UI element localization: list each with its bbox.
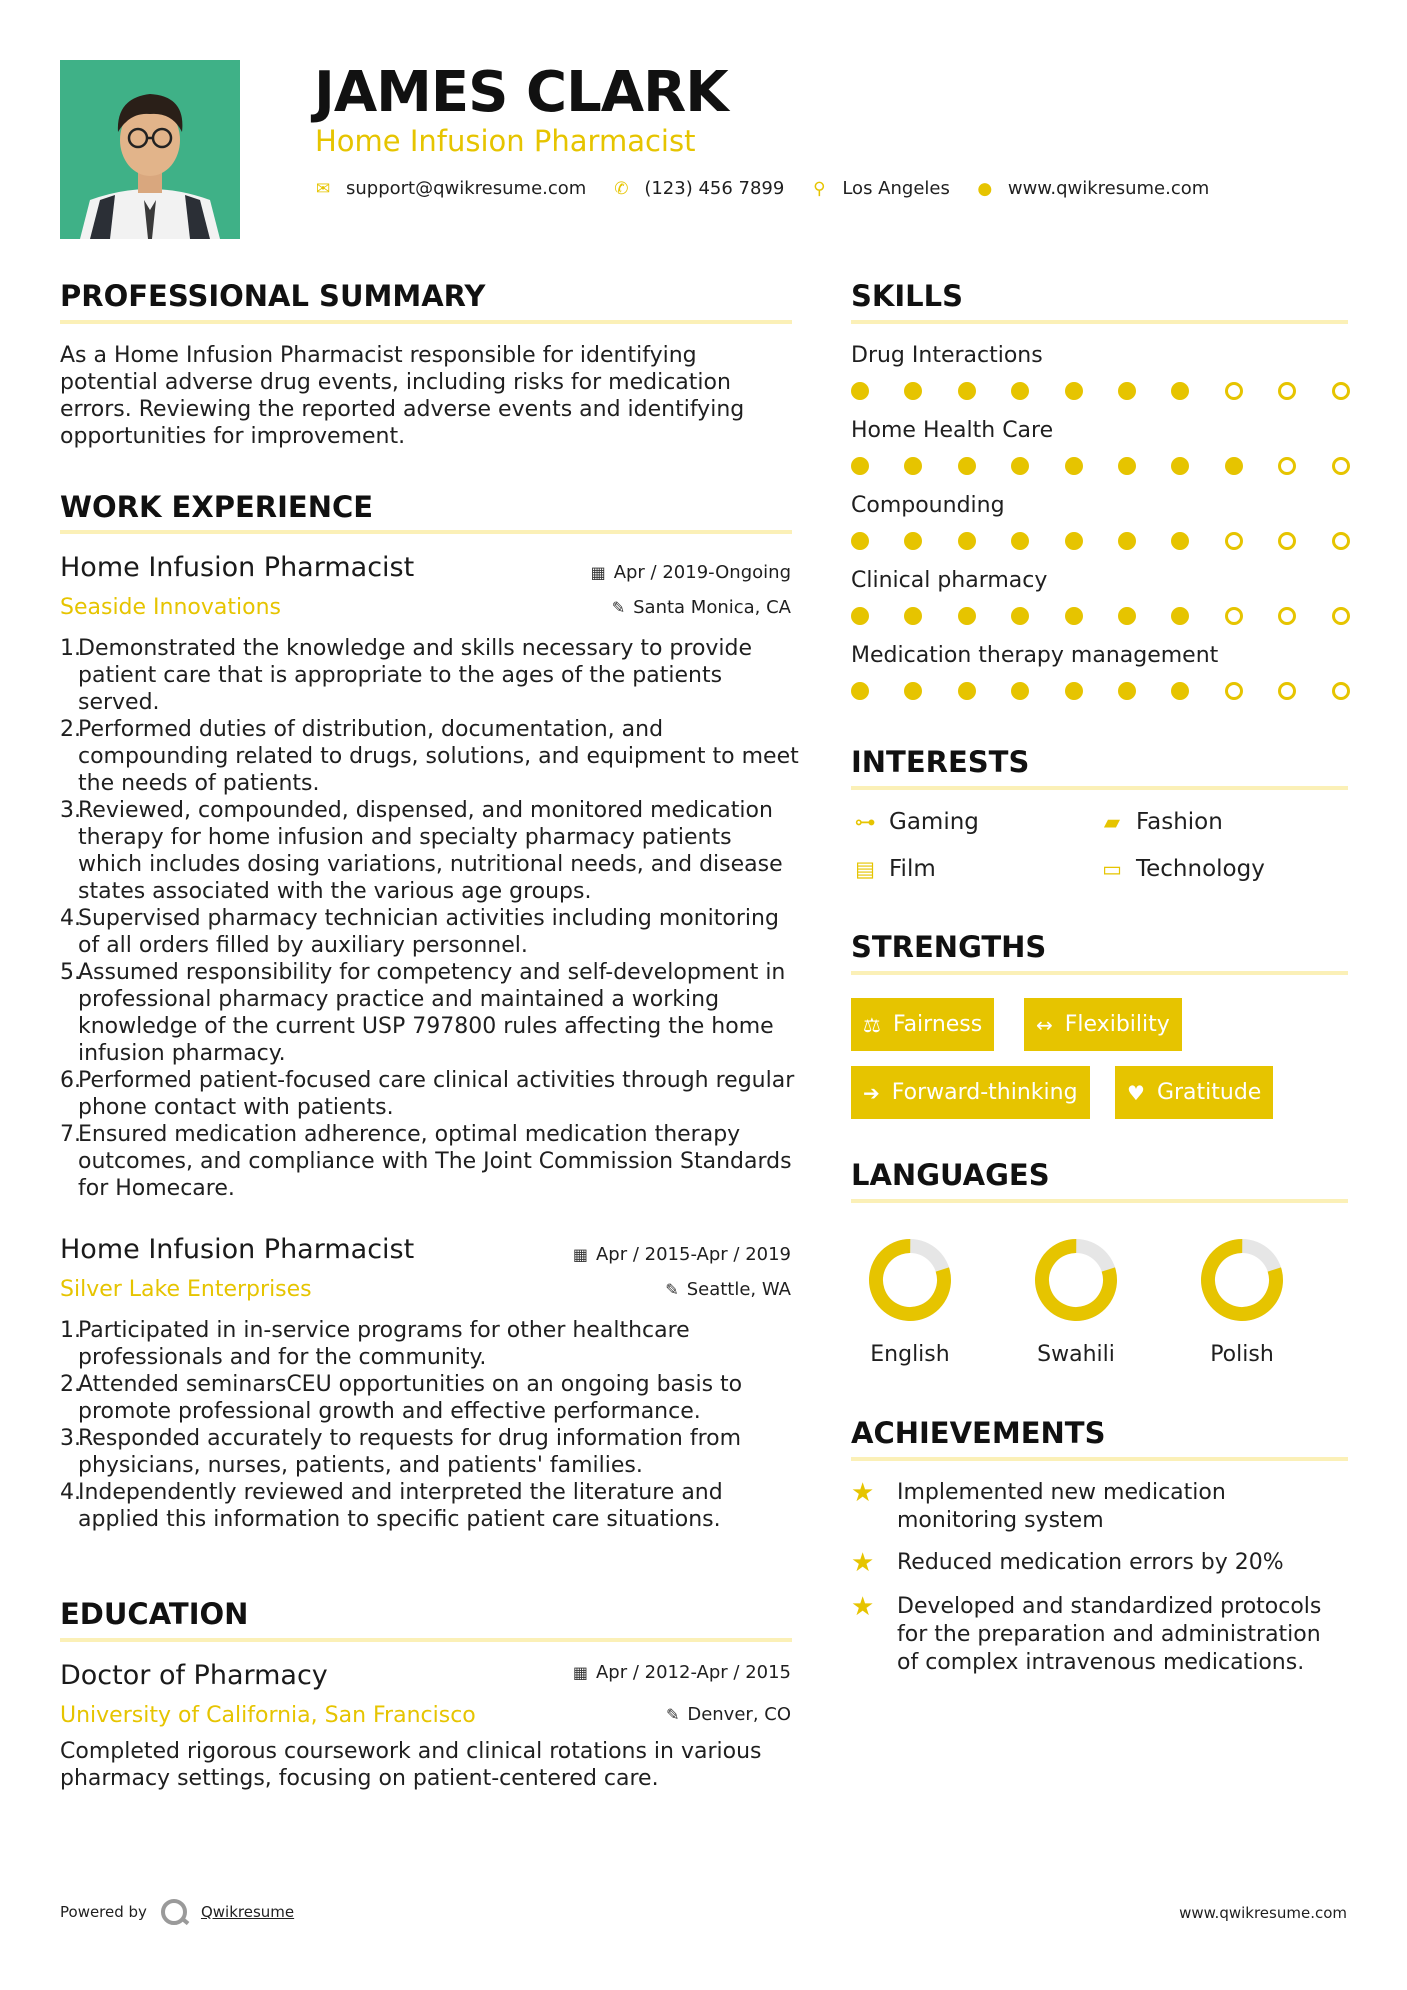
languages-heading: LANGUAGES — [851, 1158, 1050, 1192]
phone-text: (123) 456 7899 — [644, 178, 785, 199]
job-location — [612, 597, 791, 619]
skill-name: Medication therapy management — [851, 643, 1219, 668]
job-bullets — [60, 1317, 800, 1533]
interest-item — [851, 808, 979, 836]
job-bullets — [60, 635, 800, 1202]
language-donut — [1197, 1235, 1287, 1325]
interest-item — [1098, 808, 1223, 836]
rating-dot-empty — [1225, 682, 1243, 700]
envelope-icon: ✉ — [315, 178, 331, 199]
rating-dot-empty — [1332, 682, 1350, 700]
skill-name: Drug Interactions — [851, 343, 1043, 368]
candidate-title: Home Infusion Pharmacist — [315, 124, 696, 158]
list-item: Assumed responsibility for competency and self-development in professional pharmacy practice and maintained a working knowledge of the current USP 797800 rules affecting the home infusion pharmacy. — [78, 960, 786, 1066]
list-item: Attended seminarsCEU opportunities on an ongoing basis to promote professional growth and effective performance. — [78, 1372, 743, 1424]
skill-rating — [851, 532, 1350, 550]
rating-dot-filled — [851, 682, 869, 700]
powered-by-text: Powered by — [60, 1903, 147, 1921]
rating-dot-empty — [1278, 682, 1296, 700]
rating-dot-filled — [851, 457, 869, 475]
interest-item — [851, 855, 936, 883]
achievement-item — [851, 1479, 1331, 1535]
achievement-text: Reduced medication errors by 20% — [897, 1550, 1284, 1575]
education-dates-text: Apr / 2012-Apr / 2015 — [595, 1662, 791, 1683]
heart-icon: ♥ — [1127, 1080, 1145, 1105]
rating-dot-filled — [904, 457, 922, 475]
job-dates — [591, 562, 791, 584]
achievement-text: Implemented new medication monitoring system — [897, 1480, 1226, 1533]
rating-dot-filled — [1011, 532, 1029, 550]
experience-heading: WORK EXPERIENCE — [60, 490, 374, 524]
rating-dot-filled — [1225, 457, 1243, 475]
rating-dot-filled — [1065, 457, 1083, 475]
strength-badge — [851, 1066, 1090, 1119]
contact-phone[interactable] — [612, 178, 784, 199]
interests-divider — [851, 786, 1348, 790]
education-heading: EDUCATION — [60, 1597, 249, 1631]
language-chart — [840, 1235, 980, 1329]
star-icon: ★ — [851, 1548, 875, 1578]
rating-dot-filled — [1171, 382, 1189, 400]
list-item: Independently reviewed and interpreted the literature and applied this information to specific patient care situations. — [78, 1480, 723, 1532]
rating-dot-filled — [1118, 682, 1136, 700]
job-dates — [573, 1244, 791, 1266]
rating-dot-filled — [1118, 382, 1136, 400]
achievement-item — [851, 1593, 1331, 1677]
globe-icon: ● — [977, 178, 993, 199]
job-company: Silver Lake Enterprises — [60, 1277, 312, 1302]
location-text: Los Angeles — [842, 178, 950, 199]
strengths-divider — [851, 971, 1348, 975]
rating-dot-filled — [904, 532, 922, 550]
rating-dot-filled — [1118, 532, 1136, 550]
rating-dot-filled — [1171, 457, 1189, 475]
rating-dot-empty — [1332, 532, 1350, 550]
rating-dot-empty — [1278, 607, 1296, 625]
skill-rating — [851, 607, 1350, 625]
rating-dot-empty — [1278, 382, 1296, 400]
rating-dot-filled — [1011, 682, 1029, 700]
shopping-bag-icon: ▰ — [1103, 810, 1121, 834]
list-item: Performed duties of distribution, documentation, and compounding related to drugs, solutions, and equipment to meet the needs of patients. — [78, 717, 799, 796]
education-text: Completed rigorous coursework and clinical rotations in various pharmacy settings, focusing on patient-centered care. — [60, 1739, 762, 1791]
job-dates-text: Apr / 2015-Apr / 2019 — [595, 1244, 791, 1265]
rating-dot-filled — [851, 607, 869, 625]
rating-dot-filled — [958, 457, 976, 475]
star-icon: ★ — [851, 1592, 875, 1622]
job-location-text: Seattle, WA — [686, 1279, 791, 1300]
summary-heading: PROFESSIONAL SUMMARY — [60, 279, 486, 313]
job-dates-text: Apr / 2019-Ongoing — [613, 562, 791, 583]
rating-dot-filled — [904, 607, 922, 625]
language-chart — [1172, 1235, 1312, 1329]
list-item: Supervised pharmacy technician activities including monitoring of all orders filled by auxiliary personnel. — [78, 906, 779, 958]
rating-dot-empty — [1278, 532, 1296, 550]
gamepad-icon: ⊶ — [854, 810, 876, 834]
summary-text: As a Home Infusion Pharmacist responsible for identifying potential adverse drug events, including risks for medication errors. Reviewing the reported adverse events and identifying opportunities for improvement. — [60, 343, 745, 449]
rating-dot-filled — [904, 682, 922, 700]
interests-heading: INTERESTS — [851, 745, 1030, 779]
strength-label: Fairness — [892, 1012, 983, 1037]
laptop-icon: ▭ — [1102, 857, 1122, 881]
achievements-heading: ACHIEVEMENTS — [851, 1416, 1106, 1450]
avatar — [60, 60, 240, 239]
skills-heading: SKILLS — [851, 279, 963, 313]
calendar-icon: ▦ — [572, 1245, 588, 1264]
calendar-icon: ▦ — [572, 1663, 588, 1682]
rating-dot-filled — [958, 607, 976, 625]
website-text: www.qwikresume.com — [1007, 178, 1210, 199]
summary-divider — [60, 320, 792, 324]
star-icon: ★ — [851, 1478, 875, 1508]
language-label: English — [870, 1342, 950, 1367]
experience-divider — [60, 530, 792, 534]
contact-website[interactable] — [976, 178, 1209, 199]
strength-badge — [1024, 998, 1182, 1051]
achievement-item — [851, 1549, 1331, 1577]
job-location-text: Santa Monica, CA — [633, 597, 791, 618]
footer-url[interactable]: www.qwikresume.com — [1179, 1904, 1347, 1922]
list-item: Participated in in-service programs for other healthcare professionals and for the community. — [78, 1318, 690, 1370]
email-text: support@qwikresume.com — [346, 178, 587, 199]
skill-name: Home Health Care — [851, 418, 1054, 443]
rating-dot-filled — [851, 532, 869, 550]
film-icon: ▤ — [855, 857, 875, 881]
rating-dot-filled — [958, 382, 976, 400]
job-location — [665, 1279, 791, 1301]
job-title: Home Infusion Pharmacist — [60, 1234, 415, 1265]
language-label: Swahili — [1037, 1342, 1115, 1367]
rating-dot-filled — [1118, 457, 1136, 475]
education-dates — [573, 1662, 791, 1684]
rating-dot-empty — [1225, 532, 1243, 550]
school-name: University of California, San Francisco — [60, 1703, 476, 1728]
rating-dot-filled — [958, 682, 976, 700]
rating-dot-filled — [1118, 607, 1136, 625]
qwikresume-logo-icon — [161, 1899, 187, 1925]
rating-dot-filled — [1065, 607, 1083, 625]
phone-icon: ✆ — [614, 178, 629, 199]
interest-label: Technology — [1136, 856, 1265, 882]
strength-badge — [1115, 1066, 1273, 1119]
map-marker-icon: ⚲ — [813, 178, 826, 199]
rating-dot-filled — [1171, 607, 1189, 625]
rating-dot-filled — [958, 532, 976, 550]
job-title: Home Infusion Pharmacist — [60, 552, 415, 583]
education-divider — [60, 1638, 792, 1642]
pushpin-icon: ✎ — [665, 1705, 680, 1724]
job-company: Seaside Innovations — [60, 595, 281, 620]
list-item: Performed patient-focused care clinical activities through regular phone contact with patients. — [78, 1068, 795, 1120]
strength-badge — [851, 998, 994, 1051]
rating-dot-filled — [904, 382, 922, 400]
skill-rating — [851, 382, 1350, 400]
interest-label: Fashion — [1136, 809, 1223, 835]
rating-dot-empty — [1332, 457, 1350, 475]
rating-dot-filled — [1065, 682, 1083, 700]
rating-dot-empty — [1332, 607, 1350, 625]
profile-photo — [60, 60, 240, 239]
contact-bar — [314, 178, 1235, 199]
rating-dot-filled — [1011, 607, 1029, 625]
language-chart — [1006, 1235, 1146, 1329]
skill-name: Clinical pharmacy — [851, 568, 1048, 593]
contact-location — [810, 178, 950, 199]
calendar-icon: ▦ — [590, 563, 606, 582]
strengths-heading: STRENGTHS — [851, 930, 1047, 964]
list-item: Responded accurately to requests for drug information from physicians, nurses, patients, and patients' families. — [78, 1426, 742, 1478]
donut-fill — [867, 1237, 953, 1323]
pushpin-icon: ✎ — [611, 598, 626, 617]
list-item: Ensured medication adherence, optimal medication therapy outcomes, and compliance with The Joint Commission Standards for Homecare. — [78, 1122, 792, 1201]
achievement-text: Developed and standardized protocols for the preparation and administration of complex intravenous medications. — [897, 1594, 1322, 1675]
footer-powered-by — [60, 1899, 294, 1925]
contact-email[interactable] — [314, 178, 586, 199]
interest-label: Film — [889, 856, 936, 882]
rating-dot-empty — [1278, 457, 1296, 475]
interest-label: Gaming — [889, 809, 979, 835]
skill-rating — [851, 682, 1350, 700]
list-item: Reviewed, compounded, dispensed, and monitored medication therapy for home infusion and specialty pharmacy patients which includes dosing variations, nutritional needs, and disease states associated with the various age groups. — [78, 798, 783, 904]
brand-link[interactable]: Qwikresume — [200, 1903, 295, 1921]
rating-dot-filled — [1065, 382, 1083, 400]
balance-scale-icon: ⚖ — [863, 1012, 881, 1037]
rating-dot-filled — [851, 382, 869, 400]
language-donut — [1031, 1235, 1121, 1325]
rating-dot-filled — [1065, 532, 1083, 550]
list-item: Demonstrated the knowledge and skills necessary to provide patient care that is appropriate to the ages of the patients served. — [78, 636, 753, 715]
achievements-divider — [851, 1457, 1348, 1461]
arrows-horizontal-icon: ↔ — [1036, 1012, 1053, 1037]
languages-divider — [851, 1199, 1348, 1203]
rating-dot-empty — [1225, 382, 1243, 400]
rating-dot-filled — [1171, 532, 1189, 550]
skill-name: Compounding — [851, 493, 1005, 518]
pushpin-icon: ✎ — [665, 1280, 679, 1299]
degree-title: Doctor of Pharmacy — [60, 1660, 328, 1691]
education-location-text: Denver, CO — [687, 1704, 791, 1725]
skills-divider — [851, 320, 1348, 324]
donut-fill — [1199, 1237, 1285, 1323]
interest-item — [1098, 855, 1265, 883]
arrow-right-icon: ➔ — [863, 1080, 880, 1105]
rating-dot-filled — [1011, 457, 1029, 475]
language-label: Polish — [1210, 1342, 1274, 1367]
candidate-name: JAMES CLARK — [314, 60, 728, 125]
rating-dot-empty — [1225, 607, 1243, 625]
rating-dot-empty — [1332, 382, 1350, 400]
strength-label: Forward-thinking — [891, 1080, 1078, 1105]
strength-label: Flexibility — [1064, 1012, 1170, 1037]
donut-fill — [1033, 1237, 1119, 1323]
rating-dot-filled — [1011, 382, 1029, 400]
strength-label: Gratitude — [1156, 1080, 1262, 1105]
rating-dot-filled — [1171, 682, 1189, 700]
education-location — [666, 1704, 791, 1726]
language-donut — [865, 1235, 955, 1325]
skill-rating — [851, 457, 1350, 475]
